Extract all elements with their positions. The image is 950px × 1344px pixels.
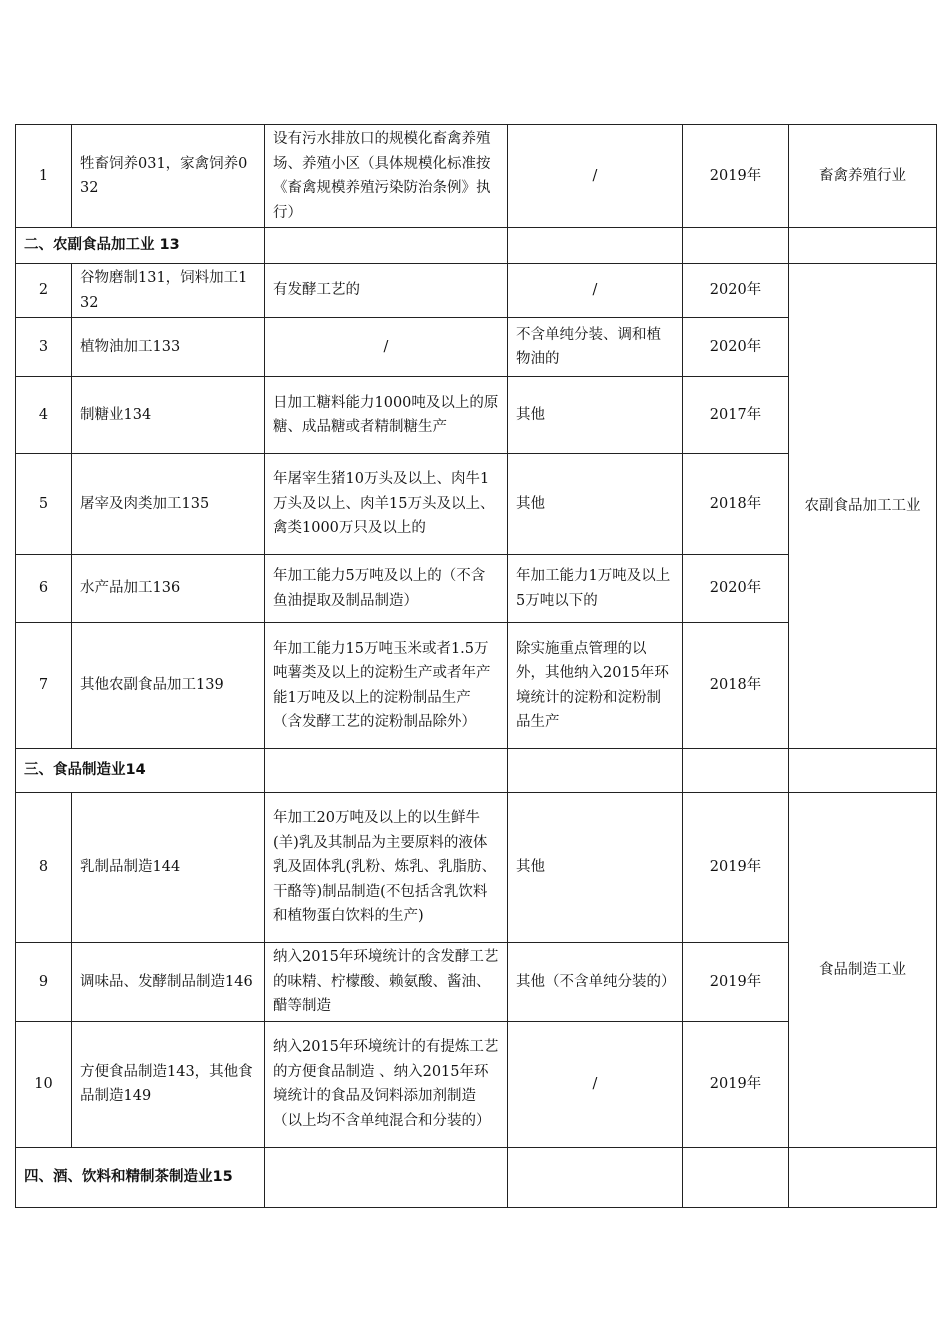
section-row [16, 1147, 937, 1207]
empty-cell [265, 228, 508, 264]
empty-cell [789, 749, 937, 793]
empty-cell [683, 228, 789, 264]
key-management-scope: 纳入2015年环境统计的有提炼工艺的方便食品制造 、纳入2015年环境统计的食品及饲料添加剂制造（以上均不含单纯混合和分装的） [265, 1021, 508, 1147]
industry-category: 乳制品制造144 [72, 793, 265, 943]
table-row [16, 264, 937, 318]
table-row [16, 125, 937, 228]
implementation-year: 2018年 [683, 623, 789, 749]
section-title: 三、食品制造业14 [16, 749, 265, 793]
implementation-year: 2020年 [683, 318, 789, 377]
row-number: 4 [16, 377, 72, 454]
empty-cell [508, 1147, 683, 1207]
industry-category: 谷物磨制131，饲料加工132 [72, 264, 265, 318]
industry-category: 调味品、发酵制品制造146 [72, 943, 265, 1022]
key-management-scope: 有发酵工艺的 [265, 264, 508, 318]
key-management-scope: 年屠宰生猪10万头及以上、肉牛1万头及以上、肉羊15万头及以上、禽类1000万只及以上的 [265, 454, 508, 555]
section-row [16, 228, 937, 264]
empty-cell [789, 228, 937, 264]
implementation-year: 2018年 [683, 454, 789, 555]
simplified-management-scope: 其他 [508, 454, 683, 555]
industry-category: 其他农副食品加工139 [72, 623, 265, 749]
simplified-management-scope: / [508, 1021, 683, 1147]
row-number: 6 [16, 555, 72, 623]
implementation-year: 2019年 [683, 1021, 789, 1147]
empty-cell [265, 1147, 508, 1207]
simplified-management-scope: 其他 [508, 793, 683, 943]
empty-cell [508, 749, 683, 793]
row-number: 9 [16, 943, 72, 1022]
applicable-industry: 畜禽养殖行业 [789, 125, 937, 228]
key-management-scope: 设有污水排放口的规模化畜禽养殖场、养殖小区（具体规模化标准按《畜禽规模养殖污染防治条例》执行） [265, 125, 508, 228]
row-number: 1 [16, 125, 72, 228]
section-title: 四、酒、饮料和精制茶制造业15 [16, 1147, 265, 1207]
simplified-management-scope: 其他（不含单纯分装的） [508, 943, 683, 1022]
key-management-scope: 年加工能力15万吨玉米或者1.5万吨薯类及以上的淀粉生产或者年产能1万吨及以上的淀粉制品生产（含发酵工艺的淀粉制品除外） [265, 623, 508, 749]
row-number: 2 [16, 264, 72, 318]
classification-table [15, 124, 937, 1208]
industry-category: 制糖业134 [72, 377, 265, 454]
key-management-scope: 日加工糖料能力1000吨及以上的原糖、成品糖或者精制糖生产 [265, 377, 508, 454]
implementation-year: 2019年 [683, 793, 789, 943]
implementation-year: 2020年 [683, 555, 789, 623]
section-row [16, 749, 937, 793]
empty-cell [683, 1147, 789, 1207]
applicable-industry: 农副食品加工工业 [789, 264, 937, 749]
implementation-year: 2019年 [683, 125, 789, 228]
simplified-management-scope: 除实施重点管理的以外，其他纳入2015年环境统计的淀粉和淀粉制品生产 [508, 623, 683, 749]
section-title: 二、农副食品加工业 13 [16, 228, 265, 264]
applicable-industry: 食品制造工业 [789, 793, 937, 1148]
row-number: 3 [16, 318, 72, 377]
simplified-management-scope: / [508, 125, 683, 228]
key-management-scope: 年加工20万吨及以上的以生鲜牛(羊)乳及其制品为主要原料的液体乳及固体乳(乳粉、炼乳、乳脂肪、干酪等)制品制造(不包括含乳饮料和植物蛋白饮料的生产) [265, 793, 508, 943]
row-number: 7 [16, 623, 72, 749]
implementation-year: 2019年 [683, 943, 789, 1022]
implementation-year: 2020年 [683, 264, 789, 318]
industry-category: 植物油加工133 [72, 318, 265, 377]
simplified-management-scope: 其他 [508, 377, 683, 454]
simplified-management-scope: 不含单纯分装、调和植物油的 [508, 318, 683, 377]
industry-category: 方便食品制造143，其他食品制造149 [72, 1021, 265, 1147]
empty-cell [789, 1147, 937, 1207]
industry-category: 牲畜饲养031，家禽饲养032 [72, 125, 265, 228]
key-management-scope: / [265, 318, 508, 377]
key-management-scope: 年加工能力5万吨及以上的（不含鱼油提取及制品制造） [265, 555, 508, 623]
row-number: 10 [16, 1021, 72, 1147]
key-management-scope: 纳入2015年环境统计的含发酵工艺的味精、柠檬酸、赖氨酸、酱油、醋等制造 [265, 943, 508, 1022]
industry-category: 水产品加工136 [72, 555, 265, 623]
empty-cell [508, 228, 683, 264]
industry-category: 屠宰及肉类加工135 [72, 454, 265, 555]
implementation-year: 2017年 [683, 377, 789, 454]
row-number: 5 [16, 454, 72, 555]
empty-cell [683, 749, 789, 793]
empty-cell [265, 749, 508, 793]
row-number: 8 [16, 793, 72, 943]
table-row [16, 793, 937, 943]
simplified-management-scope: / [508, 264, 683, 318]
simplified-management-scope: 年加工能力1万吨及以上5万吨以下的 [508, 555, 683, 623]
